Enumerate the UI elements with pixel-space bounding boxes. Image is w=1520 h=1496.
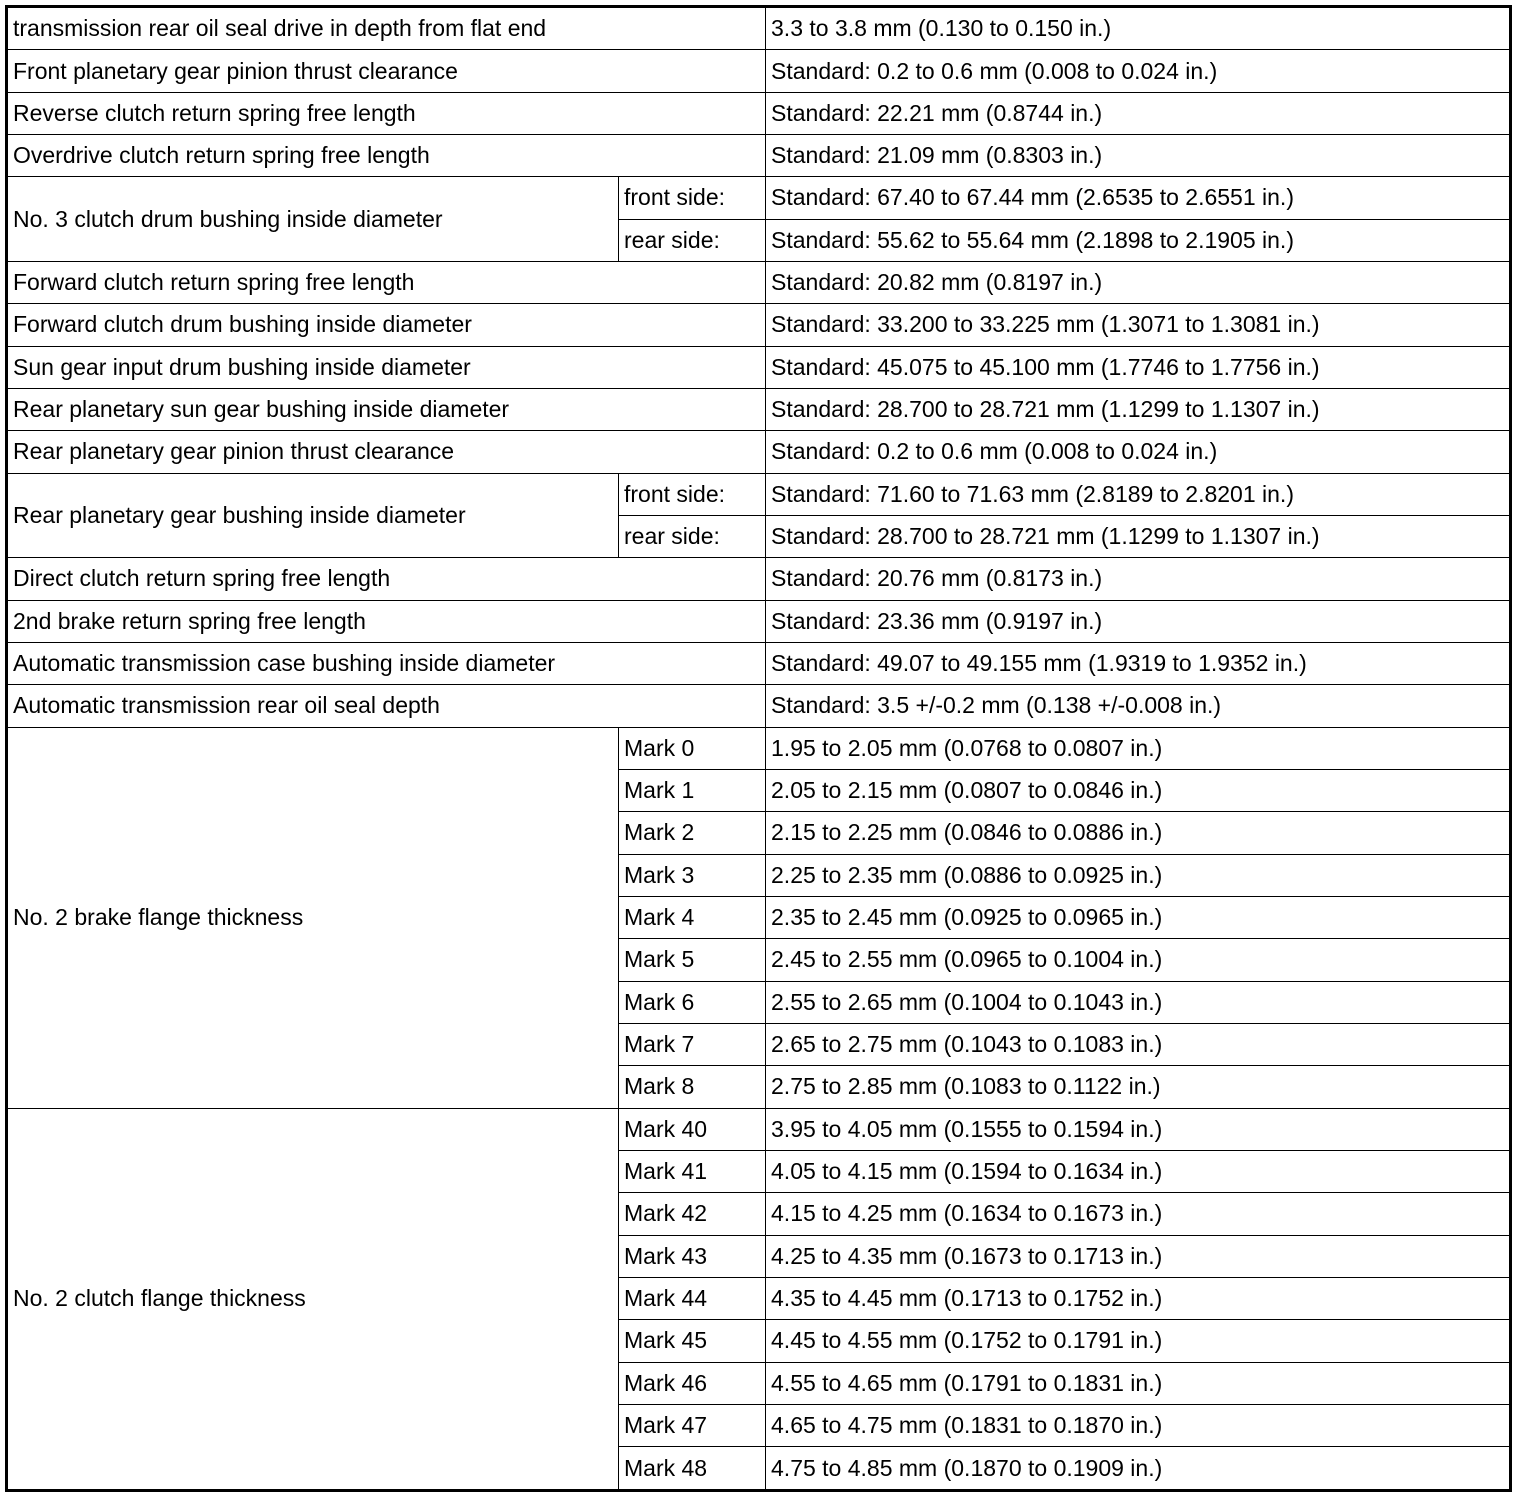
spec-value: Standard: 67.40 to 67.44 mm (2.6535 to 2.6551 in.) xyxy=(766,177,1511,219)
spec-value: 4.05 to 4.15 mm (0.1594 to 0.1634 in.) xyxy=(766,1150,1511,1192)
spec-value: 2.75 to 2.85 mm (0.1083 to 0.1122 in.) xyxy=(766,1066,1511,1108)
spec-value: Standard: 28.700 to 28.721 mm (1.1299 to 1.1307 in.) xyxy=(766,388,1511,430)
spec-value: 2.45 to 2.55 mm (0.0965 to 0.1004 in.) xyxy=(766,939,1511,981)
spec-value: Standard: 45.075 to 45.100 mm (1.7746 to 1.7756 in.) xyxy=(766,346,1511,388)
table-row xyxy=(7,177,1511,219)
table-row xyxy=(7,388,1511,430)
spec-value: Standard: 0.2 to 0.6 mm (0.008 to 0.024 in.) xyxy=(766,431,1511,473)
spec-value: Standard: 71.60 to 71.63 mm (2.8189 to 2.8201 in.) xyxy=(766,473,1511,515)
spec-sub-label: Mark 3 xyxy=(619,854,766,896)
spec-sub-label: rear side: xyxy=(619,219,766,261)
spec-value: 2.05 to 2.15 mm (0.0807 to 0.0846 in.) xyxy=(766,769,1511,811)
spec-label: Front planetary gear pinion thrust clearance xyxy=(7,50,766,92)
spec-value: 4.45 to 4.55 mm (0.1752 to 0.1791 in.) xyxy=(766,1320,1511,1362)
spec-value: Standard: 55.62 to 55.64 mm (2.1898 to 2.1905 in.) xyxy=(766,219,1511,261)
spec-table-body xyxy=(7,7,1511,1491)
spec-value: Standard: 21.09 mm (0.8303 in.) xyxy=(766,135,1511,177)
spec-sub-label: Mark 8 xyxy=(619,1066,766,1108)
table-row xyxy=(7,431,1511,473)
spec-value: 1.95 to 2.05 mm (0.0768 to 0.0807 in.) xyxy=(766,727,1511,769)
spec-value: Standard: 0.2 to 0.6 mm (0.008 to 0.024 in.) xyxy=(766,50,1511,92)
spec-sub-label: Mark 0 xyxy=(619,727,766,769)
spec-sub-label: Mark 43 xyxy=(619,1235,766,1277)
spec-sub-label: Mark 5 xyxy=(619,939,766,981)
spec-label: No. 2 clutch flange thickness xyxy=(7,1108,619,1490)
table-row xyxy=(7,304,1511,346)
spec-sub-label: rear side: xyxy=(619,515,766,557)
spec-label: No. 2 brake flange thickness xyxy=(7,727,619,1108)
spec-value: 3.95 to 4.05 mm (0.1555 to 0.1594 in.) xyxy=(766,1108,1511,1150)
table-row xyxy=(7,261,1511,303)
spec-value: 4.75 to 4.85 mm (0.1870 to 0.1909 in.) xyxy=(766,1447,1511,1491)
spec-sub-label: Mark 1 xyxy=(619,769,766,811)
spec-sub-label: Mark 48 xyxy=(619,1447,766,1491)
spec-sub-label: Mark 40 xyxy=(619,1108,766,1150)
spec-sub-label: Mark 4 xyxy=(619,896,766,938)
spec-value: 2.25 to 2.35 mm (0.0886 to 0.0925 in.) xyxy=(766,854,1511,896)
spec-label: Rear planetary gear pinion thrust clearance xyxy=(7,431,766,473)
table-row xyxy=(7,685,1511,727)
spec-label: transmission rear oil seal drive in depth from flat end xyxy=(7,7,766,50)
spec-label: No. 3 clutch drum bushing inside diameter xyxy=(7,177,619,262)
spec-value: Standard: 23.36 mm (0.9197 in.) xyxy=(766,600,1511,642)
spec-value: 4.15 to 4.25 mm (0.1634 to 0.1673 in.) xyxy=(766,1193,1511,1235)
spec-value: 2.35 to 2.45 mm (0.0925 to 0.0965 in.) xyxy=(766,896,1511,938)
spec-sub-label: Mark 6 xyxy=(619,981,766,1023)
spec-value: 3.3 to 3.8 mm (0.130 to 0.150 in.) xyxy=(766,7,1511,50)
spec-label: Reverse clutch return spring free length xyxy=(7,92,766,134)
table-row xyxy=(7,1108,1511,1150)
spec-value: Standard: 28.700 to 28.721 mm (1.1299 to 1.1307 in.) xyxy=(766,515,1511,557)
spec-label: Forward clutch return spring free length xyxy=(7,261,766,303)
table-row xyxy=(7,558,1511,600)
spec-label: Automatic transmission case bushing inside diameter xyxy=(7,642,766,684)
spec-value: Standard: 20.76 mm (0.8173 in.) xyxy=(766,558,1511,600)
spec-value: 2.15 to 2.25 mm (0.0846 to 0.0886 in.) xyxy=(766,812,1511,854)
spec-value: 2.65 to 2.75 mm (0.1043 to 0.1083 in.) xyxy=(766,1023,1511,1065)
table-row xyxy=(7,600,1511,642)
spec-label: Rear planetary gear bushing inside diameter xyxy=(7,473,619,558)
spec-sub-label: Mark 44 xyxy=(619,1277,766,1319)
spec-table xyxy=(5,5,1512,1492)
spec-value: Standard: 3.5 +/-0.2 mm (0.138 +/-0.008 in.) xyxy=(766,685,1511,727)
table-row xyxy=(7,7,1511,50)
table-row xyxy=(7,346,1511,388)
spec-value: Standard: 33.200 to 33.225 mm (1.3071 to 1.3081 in.) xyxy=(766,304,1511,346)
table-row xyxy=(7,92,1511,134)
spec-sub-label: Mark 42 xyxy=(619,1193,766,1235)
table-row xyxy=(7,135,1511,177)
spec-sub-label: Mark 7 xyxy=(619,1023,766,1065)
spec-value: Standard: 20.82 mm (0.8197 in.) xyxy=(766,261,1511,303)
spec-value: 4.65 to 4.75 mm (0.1831 to 0.1870 in.) xyxy=(766,1404,1511,1446)
spec-value: 4.55 to 4.65 mm (0.1791 to 0.1831 in.) xyxy=(766,1362,1511,1404)
spec-label: Overdrive clutch return spring free length xyxy=(7,135,766,177)
spec-label: Direct clutch return spring free length xyxy=(7,558,766,600)
table-row xyxy=(7,473,1511,515)
spec-sub-label: Mark 47 xyxy=(619,1404,766,1446)
spec-label: 2nd brake return spring free length xyxy=(7,600,766,642)
spec-label: Automatic transmission rear oil seal depth xyxy=(7,685,766,727)
spec-sub-label: Mark 41 xyxy=(619,1150,766,1192)
spec-label: Forward clutch drum bushing inside diameter xyxy=(7,304,766,346)
spec-value: Standard: 49.07 to 49.155 mm (1.9319 to 1.9352 in.) xyxy=(766,642,1511,684)
spec-value: 4.25 to 4.35 mm (0.1673 to 0.1713 in.) xyxy=(766,1235,1511,1277)
spec-value: 4.35 to 4.45 mm (0.1713 to 0.1752 in.) xyxy=(766,1277,1511,1319)
spec-sub-label: Mark 45 xyxy=(619,1320,766,1362)
table-row xyxy=(7,50,1511,92)
spec-value: Standard: 22.21 mm (0.8744 in.) xyxy=(766,92,1511,134)
spec-sub-label: Mark 2 xyxy=(619,812,766,854)
spec-sub-label: Mark 46 xyxy=(619,1362,766,1404)
spec-label: Sun gear input drum bushing inside diameter xyxy=(7,346,766,388)
spec-sub-label: front side: xyxy=(619,177,766,219)
spec-label: Rear planetary sun gear bushing inside diameter xyxy=(7,388,766,430)
spec-value: 2.55 to 2.65 mm (0.1004 to 0.1043 in.) xyxy=(766,981,1511,1023)
table-row xyxy=(7,642,1511,684)
table-row xyxy=(7,727,1511,769)
spec-sub-label: front side: xyxy=(619,473,766,515)
